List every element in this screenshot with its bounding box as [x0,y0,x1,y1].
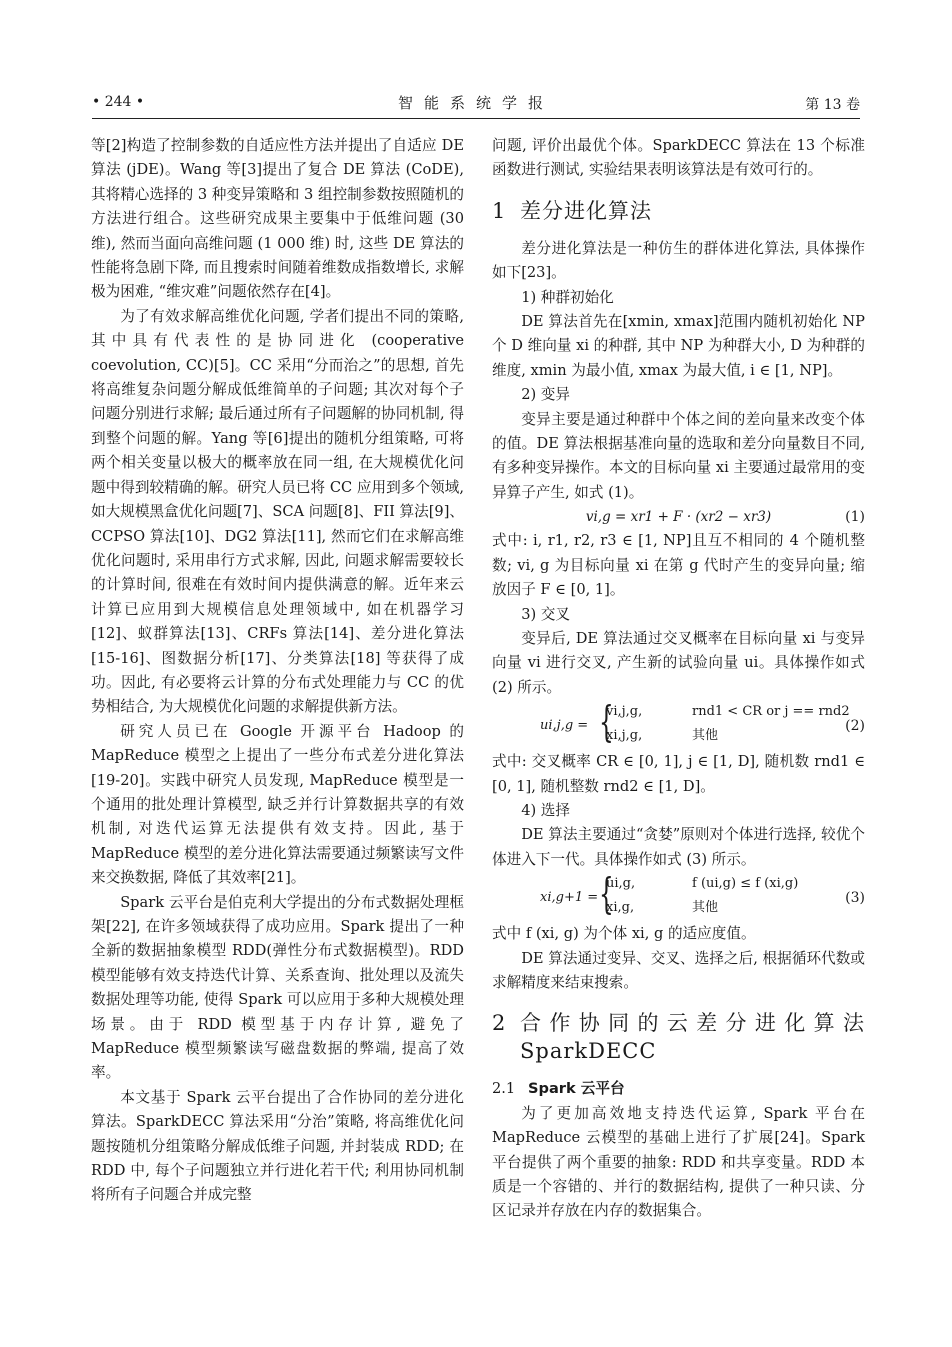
paragraph: 为了有效求解高维优化问题, 学者们提出不同的策略, 其中具有代表性的是协同进化 (cooperative coevolution, CC)[5]。CC 采用“分而治之”的思想, 首先将高维复杂问题分解成低维简单的子问题; 其次对每个子问题分别进行求解; 最后通过所有子问题解的协同机制, 得到整个问题的解。Yang 等[6]提出的随机分组策略, 可将两个相关变量以极大的概率放在同一组, 在大规模优化问题中得到较精确的解。研究人员已将 CC 应用到多个领域, 如大规模黑盒优化问题[7]、SCA 问题[8]、FII 算法[9]、CCPSO 算法[10]、DG2 算法[11], 然而它们在求解高维优化问题时, 采用串行方式求解, 因此, 问题求解需要较长的计算时间, 很难在有效时间内提供满意的解。近年来云计算已应用到大规模信息处理领域中, 如在机器学习[12]、蚁群算法[13]、CRFs 算法[14]、差分进化算法[15-16]、图数据分析[17]、分类算法[18] 等获得了成功。因此, 有必要将云计算的分布式处理能力与 CC 的优势相结合, 为大规模优化问题的求解提供新方法。 [91,307,464,716]
paragraph: 为了更加高效地支持迭代运算, Spark 平台在 MapReduce 云模型的基础上进行了扩展[24]。Spark 平台提供了两个重要的抽象: RDD 和共享变量。RDD 本质是一个容错的、并行的数据结构, 提供了一种只读、分区记录并存放在内存的数据集合。 [492,1104,865,1220]
paragraph: 式中: 交叉概率 CR ∈ [0, 1], j ∈ [1, D], 随机数 rnd1 ∈ [0, 1], 随机整数 rnd2 ∈ [1, D]。 [492,753,865,795]
subsection-heading [492,1077,865,1101]
equation-1 [492,505,865,529]
brace-icon: { [599,869,614,919]
left-column [91,134,464,1208]
paragraph: 变异主要是通过种群中个体之间的差向量来改变个体的值。DE 算法根据基准向量的选取和差分向量数目不同, 有多种变异操作。本文的目标向量 xi 主要通过最常用的变异算子产生, 如式 (1)。 [492,410,865,501]
equation-case-value: xi,g, [606,900,635,916]
paragraph: 式中: i, r1, r2, r3 ∈ [1, NP]且互不相同的 4 个随机整数; vi, g 为目标向量 xi 在第 g 代时产生的变异向量; 缩放因子 F ∈ [0, 1]。 [492,532,865,599]
page-number: • 244 • [92,94,145,110]
brace-icon: { [599,697,614,747]
subsection-title: Spark 云平台 [528,1080,625,1098]
equation-case-value: xi,j,g, [606,728,643,744]
paragraph: 等[2]构造了控制参数的自适应性方法并提出了自适应 DE 算法 (jDE)。Wang 等[3]提出了复合 DE 算法 (CoDE), 其将精心选择的 3 种变异策略和 3 组控制参数按照随机的方法进行组合。这些研究成果主要集中于低维问题 (30 维), 然而当面向高维问题 (1 000 维) 时, 这些 DE 算法的性能将急剧下降, 而且搜索时间随着维数成指数增长, 求解极为困难, “维灾难”问题依然存在[4]。 [91,137,464,301]
paragraph: DE 算法通过变异、交叉、选择之后, 根据循环代数或求解精度来结束搜索。 [492,949,865,991]
list-item-heading: 4) 选择 [521,801,570,819]
journal-name: 智能系统学报 [397,94,554,112]
paragraph: Spark 云平台是伯克利大学提出的分布式数据处理框架[22], 在许多领域获得了成功应用。Spark 提出了一种全新的数据抽象模型 RDD(弹性分布式数据模型)。RDD 模型能够有效支持迭代计算、关系查询、批处理以及流失数据处理等功能, 使得 Spark 可以应用于多种大规模处理场景。由于 RDD 模型基于内存计算, 避免了 MapReduce 模型频繁读写磁盘数据的弊端, 提高了效率。 [91,893,464,1082]
paragraph: 变异后, DE 算法通过交叉概率在目标向量 xi 与变异向量 vi 进行交叉, 产生新的试验向量 ui。具体操作如式 (2) 所示。 [492,629,865,696]
equation-3 [492,869,865,922]
paragraph: 研究人员已在 Google 开源平台 Hadoop 的 MapReduce 模型之上提出了一些分布式差分进化算法[19-20]。实践中研究人员发现, MapReduce 模型是一个通用的批处理计算模型, 缺乏并行计算数据共享的有效机制, 对迭代运算无法提供有效支持。因此, 基于 MapReduce 模型的差分进化算法需要通过频繁读写文件来交换数据, 降低了其效率[21]。 [91,722,464,887]
equation-number: (1) [845,509,865,526]
paragraph: 本文基于 Spark 云平台提出了合作协同的差分进化算法。SparkDECC 算法采用“分治”策略, 将高维优化问题按随机分组策略分解成低维子问题, 并封装成 RDD; 在 RDD 中, 每个子问题独立并行进化若干代; 利用协同机制将所有子问题合并成完整 [91,1088,464,1204]
equation-case-condition: 其他 [692,900,719,916]
list-item-heading: 2) 变异 [521,386,570,404]
equation-number: (2) [845,718,865,735]
paragraph: DE 算法首先在[xmin, xmax]范围内随机初始化 NP 个 D 维向量 xi 的种群, 其中 NP 为种群大小, D 为种群的维度, xmin 为最小值, xmax 为最大值, i ∈ [1, NP]。 [492,313,865,379]
subsection-number: 2.1 [492,1080,516,1098]
section-title: 合作协同的云差分进化算法 SparkDECC [520,1011,865,1064]
section-number: 2 [492,1011,507,1036]
paragraph: 差分进化算法是一种仿生的群体进化算法, 具体操作如下[23]。 [492,239,865,282]
paragraph: DE 算法主要通过“贪婪”原则对个体进行选择, 较优个体进入下一代。具体操作如式 (3) 所示。 [492,826,865,868]
equation-case-value: ui,g, [606,876,636,892]
right-column [492,134,865,1224]
section-title: 差分进化算法 [520,198,652,223]
paragraph: 问题, 评价出最优个体。SparkDECC 算法在 13 个标准函数进行测试, 实验结果表明该算法是有效可行的。 [492,137,865,179]
equation-case-value: vi,j,g, [606,704,643,720]
equation-lhs: ui,j,g = [540,718,589,734]
list-item-heading: 3) 交叉 [521,605,570,623]
running-header [92,88,860,119]
equation-number: (3) [845,890,865,907]
list-item-heading: 1) 种群初始化 [521,288,614,306]
section-heading [492,1009,865,1065]
equation-body: vi,g = xr1 + F · (xr2 − xr3) [585,509,772,526]
equation-case-condition: rnd1 < CR or j == rnd2 [692,704,850,720]
volume-label: 第 13 卷 [805,97,860,113]
equation-case-condition: f (ui,g) ≤ f (xi,g) [692,876,799,892]
equation-case-condition: 其他 [692,728,719,744]
paragraph: 式中 f (xi, g) 为个体 xi, g 的适应度值。 [492,925,756,943]
section-heading [492,197,865,225]
equation-lhs: xi,g+1 = [540,890,599,906]
section-number: 1 [492,198,507,223]
equation-2 [492,697,865,750]
